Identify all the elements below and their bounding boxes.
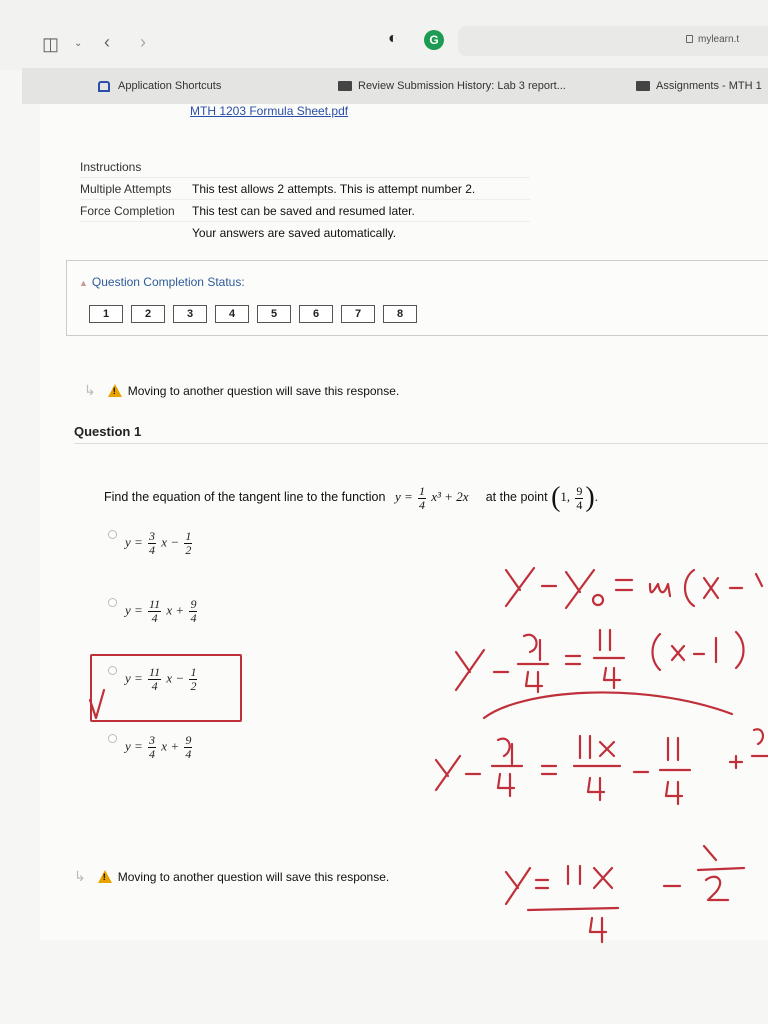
answer-choice-1[interactable]: y = $\frac{3}{4}$ x − $\frac{1}{2}$ [108,530,194,557]
shield-icon[interactable]: ◐ [388,30,398,47]
attempts-value: This test allows 2 attempts. This is attempt number 2. [192,181,476,196]
question-link-2[interactable]: 2 [131,305,165,323]
address-text: mylearn.t [698,34,740,45]
formula-sheet-link[interactable]: MTH 1203 Formula Sheet.pdf [190,104,349,118]
point-expression: (1, $\frac{9}{4}$ ). [551,482,598,513]
question-title: Question 1 [74,424,142,439]
save-warning-top: ↳ ! Moving to another question will save this response. [84,382,399,399]
attempts-label: Multiple Attempts [80,181,172,196]
answer-choice-3[interactable]: y = $\frac{11}{4}$ x − $\frac{1}{2}$ [108,666,199,693]
back-icon[interactable]: ‹ [104,32,110,52]
question-link-3[interactable]: 3 [173,305,207,323]
save-warning-bottom: ↳ ! Moving to another question will save this response. [74,868,389,885]
answer-choice-2[interactable]: y = $\frac{11}{4}$ x + $\frac{9}{4}$ [108,598,199,625]
chevron-down-icon[interactable]: ⌄ [74,38,83,49]
forward-icon[interactable]: › [140,32,146,52]
question-link-8[interactable]: 8 [383,305,417,323]
force-completion-label: Force Completion [80,203,175,218]
tab-label: Assignments - MTH 1 [656,80,762,92]
question-link-6[interactable]: 6 [299,305,333,323]
answer-choice-4[interactable]: y = $\frac{3}{4}$ x + $\frac{9}{4}$ [108,734,194,761]
force-completion-value: This test can be saved and resumed later. [192,203,415,218]
sidebar-toggle-icon[interactable]: ◫ [42,34,60,54]
autosave-note: Your answers are saved automatically. [192,226,397,240]
question-link-5[interactable]: 5 [257,305,291,323]
completion-status-title[interactable]: ▲ Question Completion Status: [79,275,245,289]
question-link-4[interactable]: 4 [215,305,249,323]
instructions-label: Instructions [80,159,142,174]
grammarly-icon[interactable]: G [424,30,444,50]
function-expression: y = $\frac{1}{4}$ x³ + 2x [394,483,469,512]
indent-arrow-icon: ↳ [84,382,96,398]
tab-label: Application Shortcuts [118,80,222,92]
tab-label: Review Submission History: Lab 3 report... [358,80,566,92]
question-link-1[interactable]: 1 [89,305,123,323]
question-prompt: Find the equation of the tangent line to the function y = $\frac{1}{4}$ x³ + 2x at the point (1, $\frac{9}{4}$ ). [104,482,598,513]
collapse-icon[interactable]: ▲ [79,278,88,288]
indent-arrow-icon: ↳ [74,868,86,884]
question-link-7[interactable]: 7 [341,305,375,323]
